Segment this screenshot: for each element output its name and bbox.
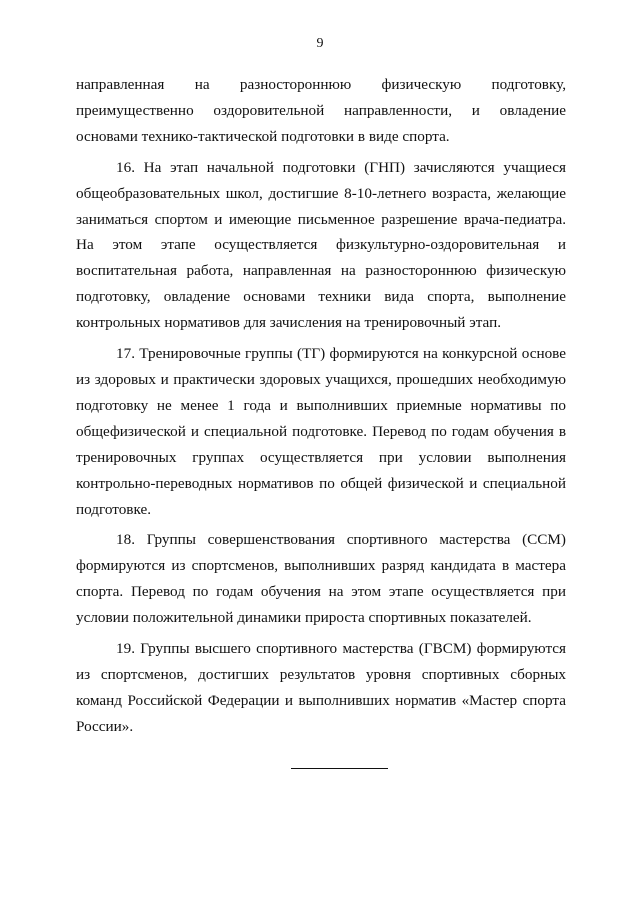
document-body	[76, 72, 566, 745]
paragraph-item-19: 19. Группы высшего спортивного мастерства (ГВСМ) формируются из спортсменов, достигших результатов уровня спортивных сборных команд Российской Федерации и выполнивших норматив «Мастер спорта России».	[76, 640, 566, 735]
paragraph-continuation: направленная на разностороннюю физическую подготовку, преимущественно оздоровительной направленности, и овладение основами технико-тактической подготовки в виде спорта.	[76, 76, 566, 145]
paragraph-item-18: 18. Группы совершенствования спортивного мастерства (ССМ) формируются из спортсменов, выполнивших разряд кандидата в мастера спорта. Перевод по годам обучения на этом этапе осуществляется при условии положительной динамики прироста спортивных показателей.	[76, 531, 566, 627]
paragraph-item-17: 17. Тренировочные группы (ТГ) формируются на конкурсной основе из здоровых и практически здоровых учащихся, прошедших необходимую подготовку не менее 1 года и выполнивших приемные нормативы по общефизической и специальной подготовке. Перевод по годам обучения в тренировочных группах осуществляется при условии выполнения контрольно-переводных нормативов по общей физической и специальной подготовке.	[76, 345, 566, 518]
paragraph-item-16: 16. На этап начальной подготовки (ГНП) зачисляются учащиеся общеобразовательных школ, достигшие 8-10-летнего возраста, желающие заниматься спортом и имеющие письменное разрешение врача-педиатра. На этом этапе осуществляется физкультурно-оздоровительная и воспитательная работа, направленная на разностороннюю физическую подготовку, овладение основами техники вида спорта, выполнение контрольных нормативов для зачисления на тренировочный этап.	[76, 158, 566, 332]
end-separator-line	[291, 768, 388, 769]
page-number: 9	[316, 36, 324, 51]
